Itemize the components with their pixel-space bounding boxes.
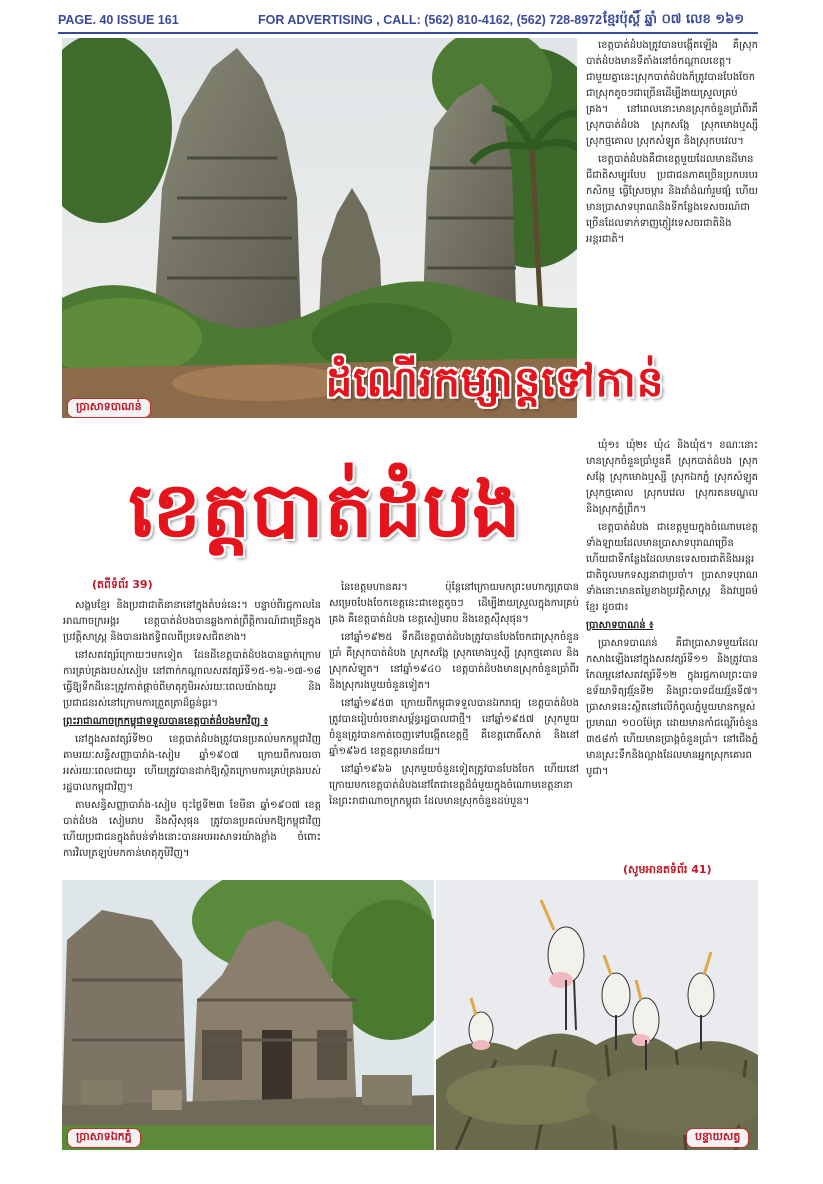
birds-photo [436, 880, 758, 1150]
caption-temple-bottom: ប្រាសាទឯកភ្នំ [67, 1128, 141, 1148]
right-mid-column [586, 438, 758, 856]
middle-column [329, 580, 579, 870]
right-top-paragraph-2: ខេត្តបាត់ដំបងគឺជាខេត្តមួយដែលមានដីមានជីជាតិសម្បូរបែប ប្រជាជនភាគច្រើនប្រកបរបរកសិកម្ម ធ្វើស្រែចម្ការ និងដាំដំណាំរួមផ្សំ ហើយមានប្រាសាទបុរាណនិងទីកន្លែងទេសចរណ៍ជាច្រើនដែលទាក់ទាញភ្ញៀវទេសចរជាតិនិងអន្តរជាតិ។ [586, 154, 758, 245]
middle-paragraph-1: នៃខេត្តមហានគរ។ ប៉ុន្តែនៅក្រោយមកព្រះមហាក្សត្របានសម្រេចបែងចែកខេត្តនេះជាខេត្តតូចៗ ដើម្បីងាយស្រួលក្នុងការគ្រប់គ្រង គឺខេត្តបាត់ដំបង ខេត្តសៀមរាប និងខេត្តស៊ីសុផុន។ [329, 582, 579, 625]
left-paragraph-4: តាមសន្ធិសញ្ញាបារាំង-សៀម ចុះថ្ងៃទី២៣ ខែមីនា ឆ្នាំ១៩០៧ ខេត្តបាត់ដំបង សៀមរាប និងស៊ីសុផុន ត្រូវបានប្រគល់មកឱ្យកម្ពុជាវិញ ហើយប្រជាជនក្នុងតំបន់ទាំងនោះបានអបអរសាទរយ៉ាងខ្លាំង ចំពោះការវិលត្រឡប់មកកាន់មាតុភូមិវិញ។ [63, 800, 321, 859]
temple-photo-bottom [62, 880, 434, 1150]
header-masthead: ខ្មែរប៉ុស្តិ៍ ឆ្នាំ ០៧ លេខ ១៦១ [603, 12, 745, 27]
right-mid-paragraph-2: ខេត្តបាត់ដំបង ជាខេត្តមួយក្នុងចំណោមខេត្តទាំងឡាយដែលមានប្រាសាទបុរាណច្រើន ហើយជាទីកន្លែងដែលមានទេសចរជាតិនិងអន្តរជាតិចូលមកទស្សនាជាប្រចាំ។ ប្រាសាទបុរាណទាំងនោះមានតម្លៃខាងប្រវត្តិសាស្ត្រ និងវប្បធម៌ខ្មែរ ដូចជា៖ [586, 522, 758, 613]
headline-line-1: ដំណើរកម្សាន្តទៅកាន់ [325, 357, 665, 406]
subheading-banan: ប្រាសាទបាណន់ ៖ [586, 620, 654, 631]
caption-temple-top: ប្រាសាទបាណន់ [67, 398, 151, 418]
middle-paragraph-4: នៅឆ្នាំ១៩៦៦ ស្រុកមួយចំនួនទៀតត្រូវបានបែងចែក ហើយនៅក្រោយមកខេត្តបាត់ដំបងនៅតែជាខេត្តដ៏ធំមួយក្នុងចំណោមខេត្តនានានៃព្រះរាជាណាចក្រកម្ពុជា ដែលមានស្រុកចំនួនដប់បួន។ [329, 764, 579, 807]
right-mid-paragraph-3: ប្រាសាទបាណន់ គឺជាប្រាសាទមួយដែលកសាងឡើងនៅក្នុងសតវត្សរ៍ទី១១ និងត្រូវបានកែលម្អនៅសតវត្សរ៍ទី១២ ក្នុងរជ្ជកាលព្រះបាទឧទ័យាទិត្យវរ្ម័នទី២ និងព្រះបាទជ័យវរ្ម័នទី៧។ ប្រាសាទនេះស្ថិតនៅលើកំពូលភ្នំមួយមានកម្ពស់ប្រមាណ ១០០ម៉ែត្រ ដោយមានកាំជណ្តើរចំនួន ៣៥៨កាំ ហើយមានប្រាង្គចំនួនប្រាំ។ នៅជើងភ្នំមានស្រះទឹកនិងល្អាងដែលមានអ្នកស្រុកគោរពបូជា។ [586, 638, 758, 777]
continued-from: (តពីទំព័រ 39) [92, 578, 153, 591]
middle-paragraph-3: នៅឆ្នាំ១៩៥៣ ក្រោយពីកម្ពុជាទទួលបានឯករាជ្យ ខេត្តបាត់ដំបងត្រូវបានរៀបចំរចនាសម្ព័ន្ធរដ្ឋបាលជាថ្មី។ នៅឆ្នាំ១៩៥៧ ស្រុកមួយចំនួនត្រូវបានកាត់ចេញទៅបង្កើតខេត្តថ្មី គឺខេត្តពោធិ៍សាត់ និងនៅឆ្នាំ១៩៦៥ ខេត្តឧត្តរមានជ័យ។ [329, 698, 579, 757]
left-paragraph-3: នៅក្នុងសតវត្សរ៍ទី២០ ខេត្តបាត់ដំបងត្រូវបានប្រគល់មកកម្ពុជាវិញតាមរយៈសន្ធិសញ្ញាបារាំង-សៀម ឆ្នាំ១៩០៧ ក្រោយពីការចរចាអស់រយៈពេលជាយូរ ហើយត្រូវបានដាក់ឱ្យស្ថិតក្រោមការគ្រប់គ្រងរបស់រដ្ឋបាលកម្ពុជាវិញ។ [63, 734, 321, 793]
right-mid-paragraph-1: ឃុំ១៖ ឃុំ២៖ ឃុំ៤ និងឃុំ៥។ ខណៈនោះមានស្រុកចំនួនប្រាំបួនគឺ ស្រុកបាត់ដំបង ស្រុកសង្កែ ស្រុកមោងឬស្សី ស្រុកឯកភ្នំ ស្រុកសំឡូត ស្រុកថ្មគោល ស្រុកបវេល ស្រុករតនមណ្ឌល និងស្រុកភ្នំព្រឹក។ [586, 440, 758, 515]
right-top-paragraph-1: ខេត្តបាត់ដំបងត្រូវបានបង្កើតឡើង គឺស្រុកបាត់ដំបងមានទីតាំងនៅចំកណ្តាលខេត្ត។ ជាមួយគ្នានេះស្រុកបាត់ដំបងក៏ត្រូវបានបែងចែកជាស្រុកតូចៗជាច្រើនដើម្បីងាយស្រួលគ្រប់គ្រង។ នៅពេលនោះមានស្រុកចំនួនប្រាំពីរគឺស្រុកបាត់ដំបង ស្រុកសង្កែ ស្រុកមោងឬស្សី ស្រុកថ្មគោល ស្រុកសំឡូត និងស្រុកបវេល។ [586, 40, 758, 147]
subheading-return: ព្រះរាជាណាចក្រកម្ពុជាទទួលបានខេត្តបាត់ដំបងមកវិញ ៖ [63, 716, 268, 727]
middle-paragraph-2: នៅឆ្នាំ១៩២៥ ទឹកដីខេត្តបាត់ដំបងត្រូវបានបែងចែកជាស្រុកចំនួនប្រាំ គឺស្រុកបាត់ដំបង ស្រុកសង្កែ ស្រុកមោងឬស្សី ស្រុកថ្មគោល និងស្រុកសំឡូត។ នៅឆ្នាំ១៩៤០ ខេត្តបាត់ដំបងមានស្រុកចំនួនប្រាំពីរ និងស្រុករងមួយចំនួនទៀត។ [329, 632, 579, 691]
left-column [63, 598, 321, 870]
left-paragraph-1: សង្គមខ្មែរ និងប្រជាជាតិនានានៅក្នុងតំបន់នេះ។ បន្ទាប់ពីរជ្ជកាលនៃអាណាចក្រអង្គរ ខេត្តបាត់ដំបងបានឆ្លងកាត់ព្រឹត្តិការណ៍ជាច្រើនក្នុងប្រវត្តិសាស្ត្រ និងបានរងឥទ្ធិពលពីប្រទេសជិតខាង។ [63, 600, 321, 643]
headline-line-2: ខេត្តបាត់ដំបង [128, 465, 522, 554]
caption-birds: បន្ទាយសត្វ [686, 1128, 749, 1148]
continued-to: (សូមអានតទំព័រ 41) [623, 863, 712, 876]
right-top-column [586, 38, 758, 354]
header-issue: PAGE. 40 ISSUE 161 [58, 13, 179, 27]
header-rule [58, 32, 758, 34]
left-paragraph-2: នៅសតវត្សរ៍ក្រោយៗមកទៀត ដែនដីខេត្តបាត់ដំបងបានធ្លាក់ក្រោមការគ្រប់គ្រងរបស់សៀម នៅពាក់កណ្តាលសតវត្សរ៍ទី១៥-១៦-១៧-១៨ ធ្វើឱ្យទឹកដីនេះត្រូវកាត់ផ្តាច់ពីមាតុភូមិអស់រយៈពេលយ៉ាងយូរ និងប្រជាជនរស់នៅក្រោមការត្រួតត្រាដ៏ធ្ងន់ធ្ងរ។ [63, 650, 321, 709]
header-advertising: FOR ADVERTISING , CALL: (562) 810-4162, (562) 728-8972 [258, 13, 603, 27]
